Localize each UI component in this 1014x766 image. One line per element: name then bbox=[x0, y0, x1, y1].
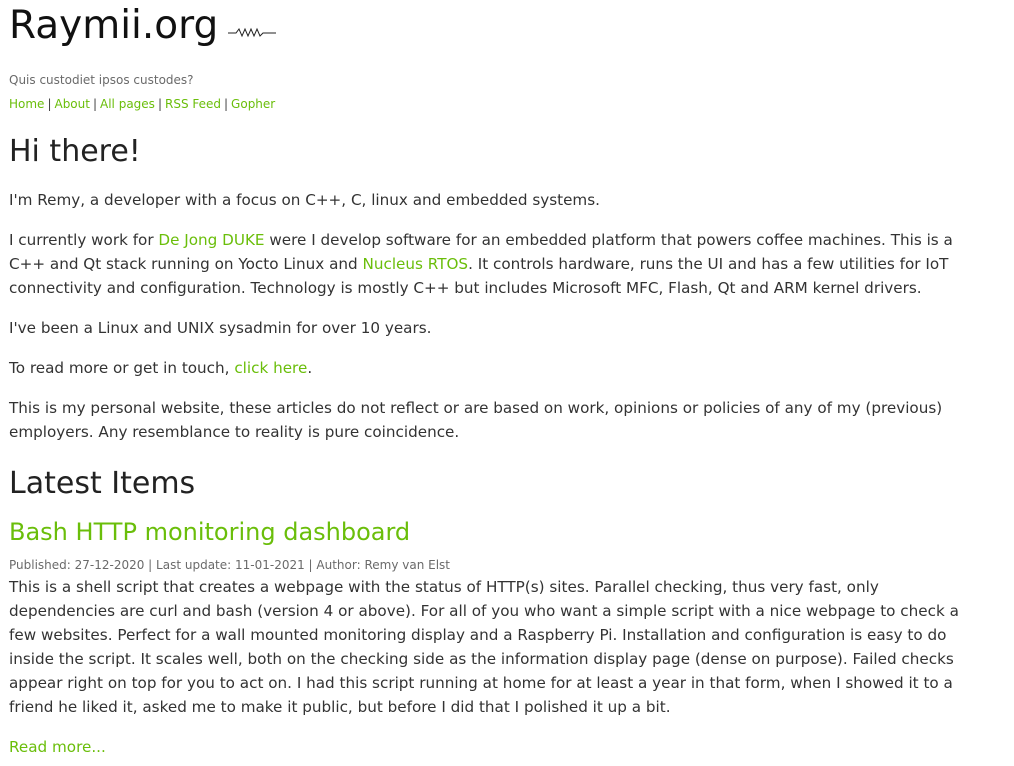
nucleus-rtos-link[interactable]: Nucleus RTOS bbox=[362, 255, 469, 273]
nav-separator: | bbox=[47, 97, 52, 111]
nav-separator: | bbox=[92, 97, 98, 111]
intro-p2-text: I currently work for bbox=[9, 231, 159, 249]
latest-items-heading: Latest Items bbox=[9, 466, 196, 501]
nav-home-link[interactable]: Home bbox=[9, 97, 45, 111]
nav-separator: | bbox=[224, 97, 229, 111]
nav-all-pages-link[interactable]: All pages bbox=[100, 97, 155, 111]
site-tagline: Quis custodiet ipsos custodes? bbox=[9, 73, 194, 87]
intro-heading: Hi there! bbox=[9, 134, 141, 169]
intro-paragraph-1: I'm Remy, a developer with a focus on C++, C, linux and embedded systems. bbox=[9, 191, 600, 209]
intro-p2-text: were I develop software for an embedded platform that powers coffee machines. This is a C++ and Qt stack running on Yocto Linux and bbox=[9, 231, 953, 273]
intro-paragraph-2 bbox=[9, 228, 984, 300]
intro-paragraph-4 bbox=[9, 356, 984, 380]
article-summary: This is a shell script that creates a webpage with the status of HTTP(s) sites. Parallel checking, thus very fast, only dependencies are curl and bash (version 4 or above). For all of you who want a simple script with a nice webpage to check a few websites. Perfect for a wall mounted monitoring display and a Raspberry Pi. Installation and configuration is easy to do inside the script. It scales well, both on the checking side as the information display page (dense on purpose). Failed checks appear right on top for you to act on. I had this script running at home for at least a year in that form, when I showed it to a friend he liked it, asked me to make it public, but before I did that I polished it up a bit. bbox=[9, 578, 959, 716]
nav-rss-feed-link[interactable]: RSS Feed bbox=[164, 97, 221, 111]
intro-p2-text: . It controls hardware, runs the UI and has a few utilities for IoT connectivity and configuration. Technology is mostly C++ but includes Microsoft MFC, Flash, Qt and ARM kernel drivers. bbox=[9, 255, 949, 297]
intro-p4-text: To read more or get in touch, bbox=[9, 359, 235, 377]
intro-paragraph-3: I've been a Linux and UNIX sysadmin for over 10 years. bbox=[9, 319, 432, 337]
nav-gopher-link[interactable]: Gopher bbox=[231, 97, 276, 111]
nav-about-link[interactable]: About bbox=[54, 97, 90, 111]
article-meta: Published: 27-12-2020 | Last update: 11-01-2021 | Author: Remy van Elst bbox=[9, 558, 450, 572]
article-title-link[interactable]: Bash HTTP monitoring dashboard bbox=[9, 518, 411, 546]
intro-p4-text: . bbox=[307, 359, 313, 377]
contact-click-here-link[interactable]: click here bbox=[234, 359, 308, 377]
read-more-link[interactable]: Read more... bbox=[9, 738, 106, 756]
de-jong-duke-link[interactable]: De Jong DUKE bbox=[158, 231, 265, 249]
intro-paragraph-5: This is my personal website, these articles do not reflect or are based on work, opinions or policies of any of my (previous) employers. Any resemblance to reality is pure coincidence. bbox=[9, 399, 943, 441]
site-title-text[interactable]: Raymii.org bbox=[9, 3, 219, 48]
article-title bbox=[9, 515, 410, 549]
site-title[interactable] bbox=[9, 2, 278, 50]
nav-separator: | bbox=[157, 97, 162, 111]
squiggle-logo-icon bbox=[228, 25, 278, 39]
top-nav bbox=[9, 97, 275, 111]
